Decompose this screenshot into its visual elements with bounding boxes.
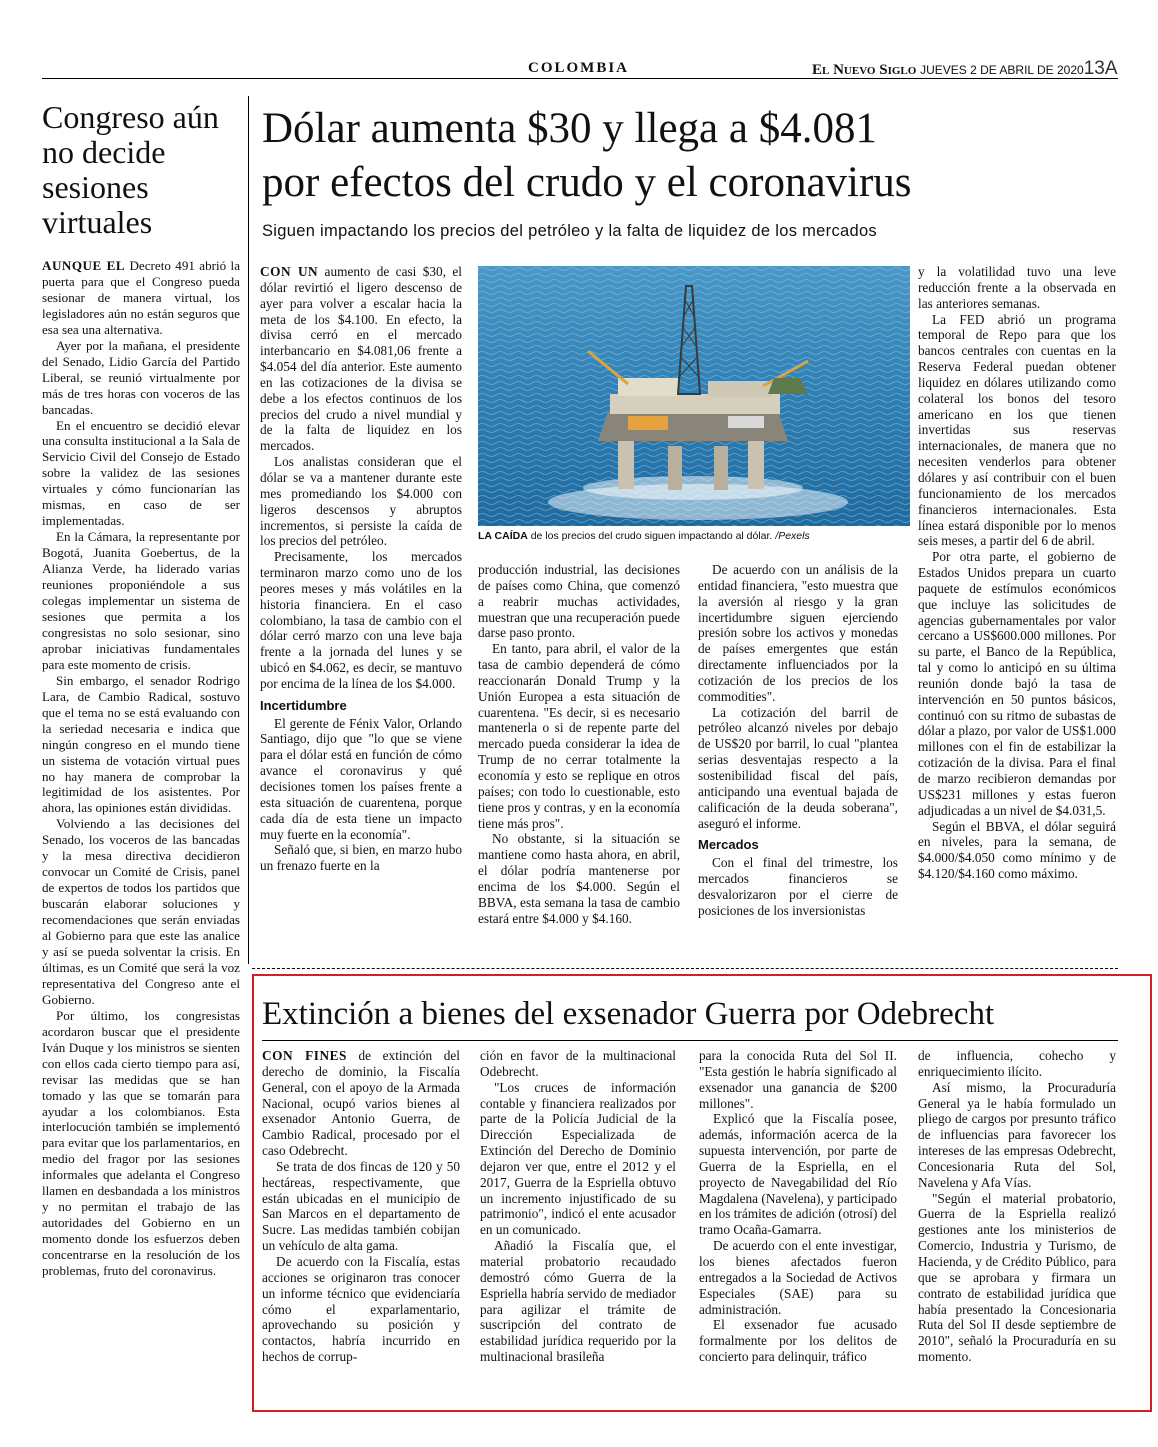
- paragraph: La FED abrió un programa temporal de Repo para que los bancos centrales con cuentas en la Reserva Federal puedan obtener liquidez en dólares utilizando como colateral los bonos del tesoro americano en los que tienen invertidas sus reservas internacionales, de manera que no necesiten venderlos para obtener dólares y así contribuir con el buen funcionamiento de los mercados financieros internacionales. Esta línea estará disponible por lo menos seis meses, a partir del 6 de abril.: [918, 311, 1116, 549]
- paragraph: Precisamente, los mercados terminaron marzo como uno de los peores meses y más volátiles en la historia financiera. En el caso colombiano, la tasa de cambio con el dólar cerró marzo con una leve baja frente a la jornada del lunes y se ubicó en $4.062, es decir, se mantuvo por encima de la línea de los $4.000.: [260, 549, 462, 691]
- main-headline: Dólar aumenta $30 y llega a $4.081 por efectos del crudo y el coronavirus: [262, 105, 912, 206]
- box-column-3: [699, 1048, 897, 1365]
- newspaper-brand: El Nuevo Siglo: [812, 62, 917, 78]
- paragraph: para la conocida Ruta del Sol II. "Esta gestión le habría significado al exsenador una ganancia de $200 millones".: [699, 1048, 897, 1111]
- paragraph: Se trata de dos fincas de 120 y 50 hectáreas, respectivamente, que están ubicadas en el municipio de San Marcos en el departamento de Sucre. Las medidas también cobijan un vehículo de alta gama.: [262, 1158, 460, 1254]
- paragraph: Así mismo, la Procuraduría General ya le había formulado un pliego de cargos por presunto tráfico de influencias para favorecer los intereses de las empresas Odebrecht, Concesionaria Ruta del Sol, Navelena y Afa Vías.: [918, 1079, 1116, 1190]
- paragraph: de influencia, cohecho y enriquecimiento ilícito.: [918, 1048, 1116, 1079]
- paragraph: "Los cruces de información contable y financiera realizados por parte de la Policía Judicial de la Dirección Especializada de Extinción del Derecho de Dominio dejaron ver que, entre el 2012 y el 2017, Guerra de la Espriella obtuvo un incremento injustificado de su patrimonio", indicó el ente acusador en un comunicado.: [480, 1079, 676, 1238]
- paragraph: En la Cámara, la representante por Bogotá, Juanita Goebertus, de la Alianza Verde, ha liderado varias reuniones proponiéndole a sus colegas implementar un sistema de sesiones que permita a los congresistas no solo sesionar, sino aprobar iniciativas fundamentales para este momento de crisis.: [42, 529, 240, 672]
- box-headline: Extinción a bienes del exsenador Guerra por Odebrecht: [262, 996, 995, 1032]
- paragraph: De acuerdo con la Fiscalía, estas acciones se originaron tras conocer un informe técnico que evidenciaría cómo el exparlamentario, aprovechando su posición y contactos, habría incurrido en hechos de corrup-: [262, 1253, 460, 1365]
- issue-date: JUEVES 2 DE ABRIL DE 2020: [920, 63, 1084, 77]
- section-label: COLOMBIA: [528, 60, 630, 76]
- main-column-1: CON UN aumento de casi $30, el dólar revirtió el ligero descenso de ayer para volver a escalar hacia la meta de los $4.100. En efecto, la divisa cerró en el mercado interbancario en $4.081,06 frente a $4.054 del día anterior. Este aumento en las cotizaciones de la divisa se debe a los efectos continuos de los precios del crudo a nivel mundial y de la falta de liquidez en los mercados. Los analistas consideran que el dólar se va a mantener durante este mes promediando los $4.000 con ligeros descensos y abruptos incrementos, si persiste la caída de los precios del petróleo. Precisamente, los mercados terminaron marzo como uno de los peores meses y más volátiles en la historia financiera. En el caso colombiano, la tasa de cambio con el dólar cerró marzo con una leve baja frente a la jornada del lunes y se ubicó en $4.062, es decir, se mantuvo por encima de la línea de los $4.000. Incertidumbre El gerente de Fénix Valor, Orlando Santiago, dijo que "lo que se viene para el dólar está en función de cómo avance el coronavirus y qué decisiones tomen los países frente a esta situación de cuarentena, porque cada día de esta tiene un impacto muy fuerte en la economía". Señaló que, si bien, en marzo hubo un frenazo fuerte en la: [260, 264, 463, 874]
- box-column-2: [480, 1048, 676, 1365]
- box-column-1: CON FINES de extinción del derecho de dominio, la Fiscalía General, con el apoyo de la Armada Nacional, ocupó varios bienes al exsenador Antonio Guerra, de Cambio Radical, procesado por el caso Odebrecht. Se trata de dos fincas de 120 y 50 hectáreas, respectivamente, que están ubicadas en el municipio de San Marcos en el departamento de Sucre. Las medidas también cobijan un vehículo de alta gama. De acuerdo con la Fiscalía, estas acciones se originaron tras conocer un informe técnico que evidenciaría cómo el exparlamentario, aprovechando su posición y contactos, habría incurrido en hechos de corrup-: [262, 1048, 460, 1365]
- main-column-4: [918, 264, 1116, 882]
- box-column-4: [918, 1048, 1116, 1365]
- paragraph: Los analistas consideran que el dólar se va a mantener durante este mes promediando los $4.000 con ligeros descensos y abruptos incrementos, si persiste la caída de los precios del petróleo.: [260, 454, 462, 549]
- paragraph: y la volatilidad tuvo una leve reducción frente a la observada en las anteriores semanas.: [918, 264, 1116, 311]
- paragraph: El gerente de Fénix Valor, Orlando Santiago, dijo que "lo que se viene para el dólar está en función de cómo avance el coronavirus y qué decisiones tomen los países frente a esta situación de cuarentena, porque cada día de esta tiene un impacto muy fuerte en la economía".: [260, 715, 462, 842]
- subhead-mercados: Mercados: [698, 837, 759, 853]
- main-lead: CON UN: [260, 264, 319, 279]
- paragraph: En el encuentro se decidió elevar una consulta institucional a la Sala de Servicio Civil del Consejo de Estado sobre la validez de las sesiones virtuales y cómo funcionarían las mismas, en caso de ser implementadas.: [42, 417, 240, 529]
- sidebar-lead: AUNQUE EL: [42, 258, 126, 273]
- paragraph: El exsenador fue acusado formalmente por los delitos de concierto para delinquir, tráfico: [699, 1317, 897, 1365]
- paragraph: producción industrial, las decisiones de países como China, que comenzó a reabrir muchas actividades, muestran que una recuperación puede darse paso pronto.: [478, 562, 680, 641]
- page-number: 13A: [1083, 58, 1118, 79]
- paragraph: Ayer por la mañana, el presidente del Senado, Lidio García del Partido Liberal, se reunió virtualmente por más de tres horas con voceros de las bancadas.: [42, 337, 240, 417]
- sidebar-article: AUNQUE EL Decreto 491 abrió la puerta para que el Congreso pueda sesionar de manera virtual, los legisladores aún no están seguros que esa sea una alternativa. Ayer por la mañana, el presidente del Senado, Lidio García del Partido Liberal, se reunió virtualmente por más de tres horas con voceros de las bancadas. En el encuentro se decidió elevar una consulta institucional a la Sala de Servicio Civil del Consejo de Estado sobre la validez de las sesiones virtuales y cómo funcionarían las mismas, en caso de ser implementadas. En la Cámara, la representante por Bogotá, Juanita Goebertus, de la Alianza Verde, ha liderado varias reuniones proponiéndole a sus colegas implementar un sistema de sesiones que permita a los congresistas no solo sesionar, sino aprobar iniciativas fundamentales para este momento de crisis. Sin embargo, el senador Rodrigo Lara, de Cambio Radical, sostuvo que el tema no se está evaluando con la seriedad necesaria e indica que ningún congreso en el mundo tiene un sistema de votación virtual pues no hay manera de comprobar la legitimidad de los asistentes. Por ahora, las opiniones están divididas. Volviendo a las decisiones del Senado, los voceros de las bancadas y la mesa directiva decidieron convocar un Comité de Crisis, panel de expertos de todos los partidos que buscarán elaborar soluciones y recomendaciones que serán enviadas al Gobierno para que este las analice y así se pueda solventar la crisis. En últimas, es un Comité que será la voz representativa del Congreso ante el Gobierno. Por último, los congresistas acordaron buscar que el presidente Iván Duque y los ministros se sienten con ellos cada cierto tiempo para así, revisar las medidas que se han tomado y las que se tomarán para ayudar a los colombianos. Esta interlocución también se implementó para evitar que los parlamentarios, en medio del fragor por las sesiones informales que adelanta el Congreso llamen en desbandada a los ministros y no permitan el trabajo de las autoridades del Gobierno en un momento donde los esfuerzos deben concentrarse en la resolución de los problemas, fruto del coronavirus.: [42, 258, 241, 1279]
- main-subheadline: Siguen impactando los precios del petróleo y la falta de liquidez de los mercados: [262, 222, 877, 240]
- paragraph: Volviendo a las decisiones del Senado, los voceros de las bancadas y la mesa directiva decidieron convocar un Comité de Crisis, panel de expertos de todos los partidos que buscarán elaborar soluciones y recomendaciones que serán enviadas al Gobierno para que este las analice y así se pueda solventar la crisis. En últimas, es un Comité que será la voz representativa del Congreso ante el Gobierno.: [42, 816, 240, 1007]
- paragraph: De acuerdo con el ente investigar, los bienes afectados fueron entregados a la Sociedad de Activos Especiales (SAE) para su administración.: [699, 1238, 897, 1317]
- paragraph: Por último, los congresistas acordaron buscar que el presidente Iván Duque y los ministros se sienten con ellos cada cierto tiempo para así, revisar las medidas que se han tomado y las que se tomarán para ayudar a los colombianos. Esta interlocución también se implementó para evitar que los parlamentarios, en medio del fragor por las sesiones informales que adelanta el Congreso llamen en desbandada a los ministros y no permitan el trabajo de las autoridades del Gobierno en un momento donde los esfuerzos deben concentrarse en la resolución de los problemas, fruto del coronavirus.: [42, 1007, 240, 1279]
- paragraph: No obstante, si la situación se mantiene como hasta ahora, en abril, el dólar podría mantenerse por encima de los $4.000. Según el BBVA, esta semana la tasa de cambio estará entre $4.000 y $4.160.: [478, 831, 680, 926]
- photo-caption: LA CAÍDA de los precios del crudo siguen impactando al dólar. /Pexels: [478, 530, 810, 542]
- sidebar-headline: Congreso aún no decide sesiones virtuales: [42, 99, 219, 240]
- masthead: [812, 58, 1118, 80]
- paragraph: Por otra parte, el gobierno de Estados Unidos prepara un cuarto paquete de estímulos económicos que incluye las solicitudes de agencias gubernamentales por valor cercano a US$600.000 millones. Por su parte, el Banco de la República, tal y como lo anticipó en su última reunión donde bajó la tasa de intervención en 50 puntos básicos, continuó con su ritmo de subastas de dólar a plazo, por valor de US$1.000 millones con el fin de estabilizar la cotización de la divisa. Para el final de marzo recibieron demandas por US$231 millones y estas fueron adjudicadas a un nivel de $4.031,5.: [918, 549, 1116, 818]
- offshore-oil-rig-photo: [478, 266, 910, 526]
- main-column-2: [478, 562, 680, 926]
- main-column-3: [698, 562, 898, 919]
- paragraph: "Según el material probatorio, Guerra de la Espriella realizó gestiones ante los ministerios de Comercio, Industria y Turismo, de Hacienda, y de Crédito Público, para que se aprobara y firmara un contrato de estabilidad jurídica que había presentado la Concesionaria Ruta del Sol II desde septiembre de 2010", señaló la Procuraduría en su momento.: [918, 1190, 1116, 1365]
- paragraph: Añadió la Fiscalía que, el material probatorio recaudado demostró cómo Guerra de la Espriella habría servido de mediador para agilizar el trámite de suscripción del contrato de estabilidad jurídica requerido por la multinacional brasileña: [480, 1238, 676, 1365]
- paragraph: Explicó que la Fiscalía posee, además, información acerca de la supuesta intervención, por parte de Guerra de la Espriella, en el proyecto de Navegabilidad del Río Magdalena (Navelena), y participado en los trámites de adición (otrosí) del tramo Ocaña-Gamarra.: [699, 1111, 897, 1238]
- paragraph: La cotización del barril de petróleo alcanzó niveles por debajo de US$20 por barril, lo cual "plantea serias desventajas respecto a la sostenibilidad fiscal del país, anticipando una eventual bajada de calificación de la deuda soberana", aseguró el informe.: [698, 704, 898, 831]
- paragraph: En tanto, para abril, el valor de la tasa de cambio dependerá de cómo reaccionarán Donald Trump y la Unión Europea a esta situación de cuarentena. "Es decir, si es necesario mantenerla o si de repente parte del mercado pueda considerar la idea de Trump de no cerrar totalmente la economía y esto se replique en otros países; con todo lo cuestionable, esto tiene pros y contras, y en la economía tiene más pros".: [478, 641, 680, 831]
- paragraph: De acuerdo con un análisis de la entidad financiera, "esto muestra que la aversión al riesgo y la gran incertidumbre siguen ejerciendo presión sobre los activos y monedas de países emergentes que están directamente influenciados por la cotización de los precios de los commodities".: [698, 562, 898, 704]
- paragraph: Sin embargo, el senador Rodrigo Lara, de Cambio Radical, sostuvo que el tema no se está evaluando con la seriedad necesaria e indica que ningún congreso en el mundo tiene un sistema de votación virtual pues no hay manera de comprobar la legitimidad de los asistentes. Por ahora, las opiniones están divididas.: [42, 672, 240, 816]
- subhead-incertidumbre: Incertidumbre: [260, 697, 347, 713]
- paragraph: Con el final del trimestre, los mercados financieros se desvalorizaron por el cierre de posiciones de los inversionistas: [698, 855, 898, 918]
- box-lead: CON FINES: [262, 1048, 347, 1063]
- paragraph: Según el BBVA, el dólar seguirá en niveles, para la semana, de $4.000/$4.050 como mínimo y de $4.120/$4.160 como máximo.: [918, 818, 1116, 882]
- paragraph: Señaló que, si bien, en marzo hubo un frenazo fuerte en la: [260, 842, 462, 874]
- paragraph: ción en favor de la multinacional Odebrecht.: [480, 1048, 676, 1079]
